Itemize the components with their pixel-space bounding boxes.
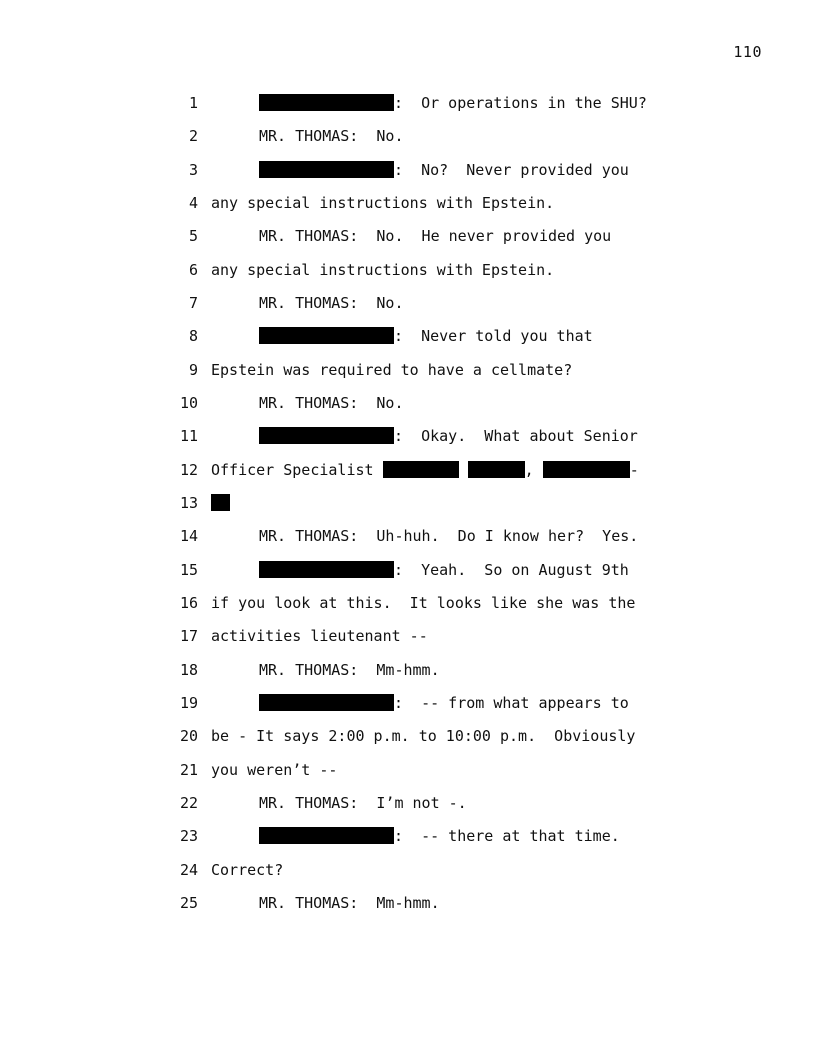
line-text: MR. THOMAS: Mm-hmm. [259, 894, 440, 912]
line-text: MR. THOMAS: Uh-huh. Do I know her? Yes. [259, 527, 639, 545]
redaction-bar [259, 94, 394, 111]
line-number: 25 [179, 894, 198, 912]
redaction-bar [383, 461, 459, 478]
line-number: 13 [179, 494, 198, 512]
line-number: 9 [188, 361, 198, 379]
redaction-bar [543, 461, 630, 478]
transcript-line-23 [0, 826, 816, 846]
line-number: 20 [179, 727, 198, 745]
transcript-line-11 [0, 426, 816, 446]
transcript-line-14 [0, 526, 816, 546]
line-text: : Yeah. So on August 9th [211, 560, 629, 580]
page-number: 110 [733, 43, 762, 61]
line-number: 12 [179, 461, 198, 479]
transcript-line-24 [0, 860, 816, 880]
redaction-bar [259, 427, 394, 444]
redaction-bar [259, 327, 394, 344]
line-number: 14 [179, 527, 198, 545]
transcript-line-18 [0, 660, 816, 680]
line-text: : -- from what appears to [211, 693, 629, 713]
line-number: 10 [179, 394, 198, 412]
line-number: 22 [179, 794, 198, 812]
line-text: Correct? [211, 861, 284, 879]
line-number: 11 [179, 427, 198, 445]
line-number: 24 [179, 861, 198, 879]
line-text: any special instructions with Epstein. [211, 194, 555, 212]
line-number: 6 [188, 261, 198, 279]
transcript-line-3 [0, 160, 816, 180]
transcript-line-15 [0, 560, 816, 580]
redaction-bar [259, 561, 394, 578]
transcript-line-16 [0, 593, 816, 613]
transcript-line-9 [0, 360, 816, 380]
line-text: any special instructions with Epstein. [211, 261, 555, 279]
line-number: 17 [179, 627, 198, 645]
line-number: 3 [188, 161, 198, 179]
line-number: 16 [179, 594, 198, 612]
transcript-line-10 [0, 393, 816, 413]
redaction-bar [259, 827, 394, 844]
line-text [211, 493, 230, 513]
line-text: : No? Never provided you [211, 160, 629, 180]
line-text: MR. THOMAS: Mm-hmm. [259, 661, 440, 679]
transcript-line-13 [0, 493, 816, 513]
line-text: MR. THOMAS: No. [259, 294, 404, 312]
line-text: be - It says 2:00 p.m. to 10:00 p.m. Obviously [211, 727, 636, 745]
redaction-bar [259, 694, 394, 711]
redaction-bar [211, 494, 230, 511]
line-number: 15 [179, 561, 198, 579]
line-number: 8 [188, 327, 198, 345]
line-number: 2 [188, 127, 198, 145]
line-number: 5 [188, 227, 198, 245]
line-text: you weren’t -- [211, 761, 338, 779]
transcript-line-6 [0, 260, 816, 280]
line-text: MR. THOMAS: No. He never provided you [259, 227, 612, 245]
redaction-bar [259, 161, 394, 178]
transcript-line-1 [0, 93, 816, 113]
line-number: 7 [188, 294, 198, 312]
transcript-line-2 [0, 126, 816, 146]
line-text: MR. THOMAS: I’m not -. [259, 794, 467, 812]
line-text: : -- there at that time. [211, 826, 620, 846]
transcript-line-21 [0, 760, 816, 780]
transcript-line-17 [0, 626, 816, 646]
line-text: : Okay. What about Senior [211, 426, 638, 446]
transcript-line-22 [0, 793, 816, 813]
transcript-line-25 [0, 893, 816, 913]
line-text: : Never told you that [211, 326, 593, 346]
line-number: 23 [179, 827, 198, 845]
transcript-line-12 [0, 460, 816, 480]
line-text: : Or operations in the SHU? [211, 93, 647, 113]
line-text: activities lieutenant -- [211, 627, 428, 645]
transcript-line-7 [0, 293, 816, 313]
transcript-line-19 [0, 693, 816, 713]
transcript-line-4 [0, 193, 816, 213]
line-text: Epstein was required to have a cellmate? [211, 361, 573, 379]
line-text: if you look at this. It looks like she was the [211, 594, 636, 612]
line-number: 4 [188, 194, 198, 212]
line-text: Officer Specialist , - [211, 461, 639, 479]
redaction-bar [468, 461, 525, 478]
line-text: MR. THOMAS: No. [259, 127, 404, 145]
transcript-line-8 [0, 326, 816, 346]
transcript-line-5 [0, 226, 816, 246]
transcript-line-20 [0, 726, 816, 746]
line-number: 21 [179, 761, 198, 779]
line-number: 1 [188, 94, 198, 112]
line-text: MR. THOMAS: No. [259, 394, 404, 412]
line-number: 19 [179, 694, 198, 712]
line-number: 18 [179, 661, 198, 679]
